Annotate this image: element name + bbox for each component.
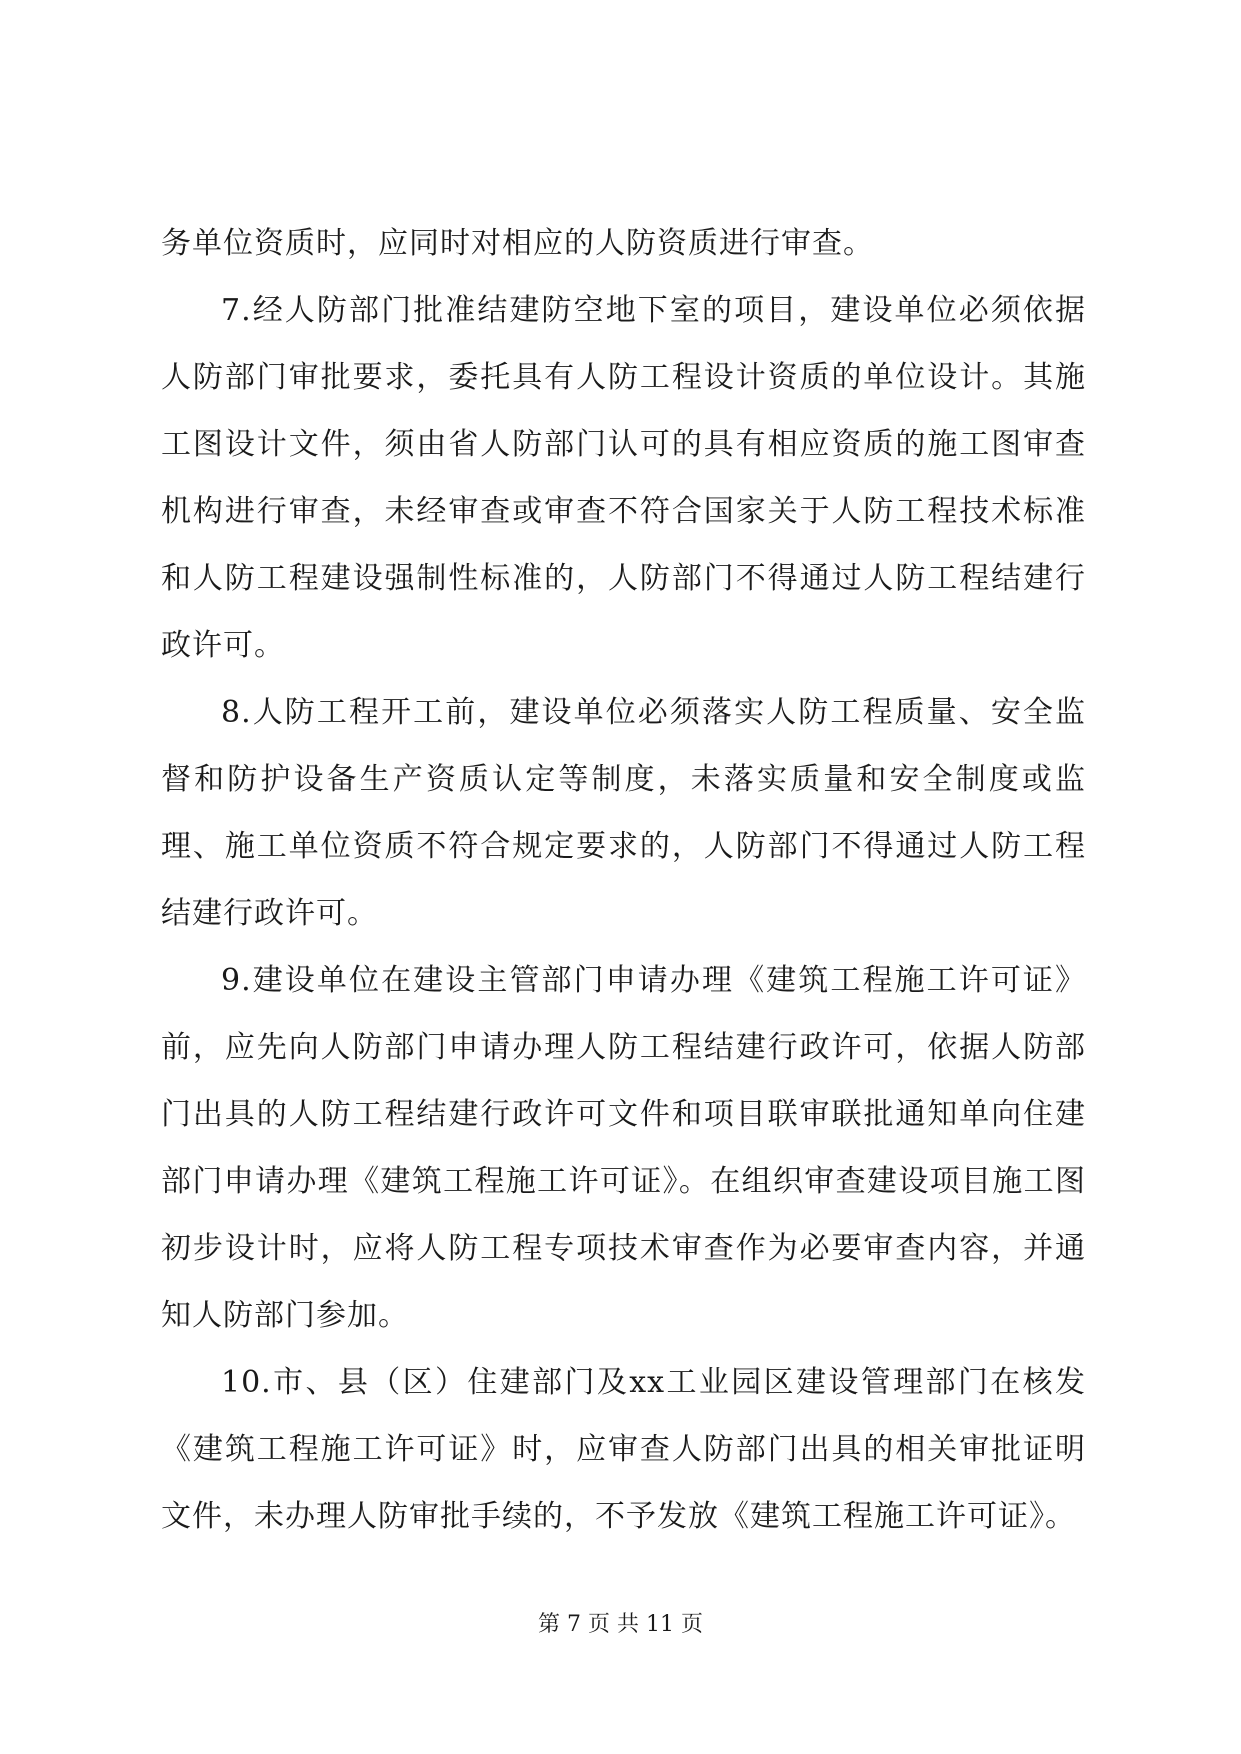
document-body: [161, 210, 1086, 1550]
page-footer-number: 第 7 页 共 11 页: [538, 1612, 703, 1637]
paragraph-continuation: 务单位资质时，应同时对相应的人防资质进行审查。: [161, 226, 874, 261]
paragraph-item-10: 10.市、县（区）住建部门及xx工业园区建设管理部门在核发《建筑工程施工许可证》时，应审查人防部门出具的相关审批证明文件，未办理人防审批手续的，不予发放《建筑工程施工许可证》。: [161, 1365, 1086, 1534]
paragraph-item-7: 7.经人防部门批准结建防空地下室的项目，建设单位必须依据人防部门审批要求，委托具有人防工程设计资质的单位设计。其施工图设计文件，须由省人防部门认可的具有相应资质的施工图审查机构进行审查，未经审查或审查不符合国家关于人防工程技术标准和人防工程建设强制性标准的，人防部门不得通过人防工程结建行政许可。: [161, 293, 1086, 663]
paragraph-item-9: 9.建设单位在建设主管部门申请办理《建筑工程施工许可证》前，应先向人防部门申请办理人防工程结建行政许可，依据人防部门出具的人防工程结建行政许可文件和项目联审联批通知单向住建部门申请办理《建筑工程施工许可证》。在组织审查建设项目施工图初步设计时，应将人防工程专项技术审查作为必要审查内容，并通知人防部门参加。: [161, 963, 1086, 1333]
paragraph-item-8: 8.人防工程开工前，建设单位必须落实人防工程质量、安全监督和防护设备生产资质认定等制度，未落实质量和安全制度或监理、施工单位资质不符合规定要求的，人防部门不得通过人防工程结建行政许可。: [161, 695, 1086, 931]
